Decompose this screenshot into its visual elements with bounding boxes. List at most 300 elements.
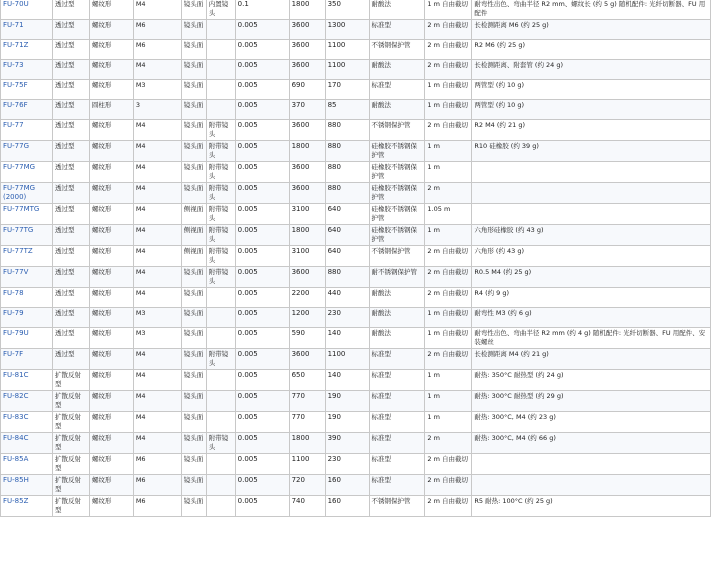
cable-type-cell: 标准型 — [369, 370, 425, 391]
table-row — [1, 80, 711, 100]
face-cell: 镜头面 — [181, 80, 206, 100]
min-object-cell: 0.005 — [235, 141, 289, 162]
distance-b-cell: 230 — [325, 308, 369, 328]
min-object-cell: 0.005 — [235, 412, 289, 433]
table-row — [1, 120, 711, 141]
distance-b-cell: 140 — [325, 370, 369, 391]
face-cell: 镜头面 — [181, 475, 206, 496]
type-cell: 透过型 — [52, 246, 89, 267]
face-cell: 镜头面 — [181, 0, 206, 20]
remarks-cell — [472, 183, 711, 204]
shape-cell: 螺纹形 — [89, 288, 133, 308]
cable-type-cell: 标准型 — [369, 80, 425, 100]
shape-cell: 螺纹形 — [89, 391, 133, 412]
model-link[interactable]: FU-77MG (2000) — [3, 184, 36, 201]
cable-length-cell: 2 m 自由截切 — [425, 349, 472, 370]
model-cell — [1, 100, 53, 120]
distance-a-cell: 3600 — [289, 120, 325, 141]
size-cell: 3 — [133, 100, 181, 120]
distance-b-cell: 880 — [325, 120, 369, 141]
distance-b-cell: 880 — [325, 141, 369, 162]
model-link[interactable]: FU-71Z — [3, 41, 29, 49]
lens-cell — [206, 308, 235, 328]
lens-cell — [206, 370, 235, 391]
size-cell: M3 — [133, 308, 181, 328]
lens-cell — [206, 80, 235, 100]
model-link[interactable]: FU-70U — [3, 0, 29, 8]
type-cell: 透过型 — [52, 183, 89, 204]
remarks-cell: R4 (约 9 g) — [472, 288, 711, 308]
remarks-cell: 两管型 (约 10 g) — [472, 100, 711, 120]
distance-b-cell: 390 — [325, 433, 369, 454]
lens-cell — [206, 475, 235, 496]
model-link[interactable]: FU-77G — [3, 142, 30, 150]
remarks-cell: 耐弯性出色、弯曲半径 R2 mm (约 4 g) 随机配件: 光纤切断器、FU 用配件、安装螺丝 — [472, 328, 711, 349]
model-link[interactable]: FU-85A — [3, 455, 29, 463]
remarks-cell: 六角形硅橡胶 (约 43 g) — [472, 225, 711, 246]
cable-length-cell: 2 m 自由截切 — [425, 246, 472, 267]
cable-type-cell: 耐酸法 — [369, 288, 425, 308]
size-cell: M6 — [133, 40, 181, 60]
model-link[interactable]: FU-77MG — [3, 163, 36, 171]
model-cell — [1, 225, 53, 246]
distance-b-cell: 640 — [325, 225, 369, 246]
model-cell — [1, 433, 53, 454]
lens-cell: 内置镜头 — [206, 0, 235, 20]
model-link[interactable]: FU-73 — [3, 61, 24, 69]
face-cell: 镜头面 — [181, 60, 206, 80]
lens-cell: 附带镜头 — [206, 183, 235, 204]
shape-cell: 螺纹形 — [89, 454, 133, 475]
shape-cell: 螺纹形 — [89, 370, 133, 391]
table-row — [1, 412, 711, 433]
type-cell: 透过型 — [52, 120, 89, 141]
cable-type-cell: 不锈钢保护管 — [369, 120, 425, 141]
cable-type-cell: 标准型 — [369, 475, 425, 496]
model-cell — [1, 308, 53, 328]
type-cell: 透过型 — [52, 225, 89, 246]
distance-b-cell: 1300 — [325, 20, 369, 40]
min-object-cell: 0.005 — [235, 162, 289, 183]
cable-length-cell: 2 m 自由截切 — [425, 496, 472, 517]
lens-cell: 附带镜头 — [206, 349, 235, 370]
min-object-cell: 0.005 — [235, 433, 289, 454]
size-cell: M4 — [133, 370, 181, 391]
model-cell — [1, 80, 53, 100]
type-cell: 透过型 — [52, 267, 89, 288]
model-link[interactable]: FU-82C — [3, 392, 29, 400]
model-cell — [1, 288, 53, 308]
type-cell: 扩散反射型 — [52, 433, 89, 454]
distance-b-cell: 880 — [325, 183, 369, 204]
table-row — [1, 349, 711, 370]
size-cell: M4 — [133, 391, 181, 412]
size-cell: M4 — [133, 246, 181, 267]
shape-cell: 螺纹形 — [89, 40, 133, 60]
min-object-cell: 0.005 — [235, 370, 289, 391]
size-cell: M6 — [133, 496, 181, 517]
remarks-cell — [472, 204, 711, 225]
type-cell: 扩散反射型 — [52, 496, 89, 517]
remarks-cell: 长检测距离 M6 (约 25 g) — [472, 20, 711, 40]
shape-cell: 螺纹形 — [89, 0, 133, 20]
model-cell — [1, 349, 53, 370]
type-cell: 透过型 — [52, 204, 89, 225]
distance-b-cell: 1100 — [325, 349, 369, 370]
face-cell: 镜头面 — [181, 433, 206, 454]
min-object-cell: 0.005 — [235, 328, 289, 349]
distance-b-cell: 440 — [325, 288, 369, 308]
remarks-cell: R5 耐热: 100°C (约 25 g) — [472, 496, 711, 517]
cable-type-cell: 标准型 — [369, 454, 425, 475]
cable-type-cell: 标准型 — [369, 349, 425, 370]
distance-a-cell: 3100 — [289, 246, 325, 267]
lens-cell: 附带镜头 — [206, 225, 235, 246]
shape-cell: 螺纹形 — [89, 204, 133, 225]
model-cell — [1, 0, 53, 20]
model-cell — [1, 454, 53, 475]
type-cell: 透过型 — [52, 141, 89, 162]
lens-cell: 附带镜头 — [206, 162, 235, 183]
size-cell: M4 — [133, 141, 181, 162]
face-cell: 镜头面 — [181, 349, 206, 370]
distance-a-cell: 1100 — [289, 454, 325, 475]
type-cell: 透过型 — [52, 100, 89, 120]
lens-cell — [206, 412, 235, 433]
min-object-cell: 0.1 — [235, 0, 289, 20]
cable-type-cell: 标准型 — [369, 20, 425, 40]
shape-cell: 螺纹形 — [89, 267, 133, 288]
lens-cell — [206, 20, 235, 40]
lens-cell: 附带镜头 — [206, 120, 235, 141]
cable-type-cell: 硅橡胶不锈钢保护管 — [369, 141, 425, 162]
shape-cell: 螺纹形 — [89, 120, 133, 141]
remarks-cell: 两管型 (约 10 g) — [472, 80, 711, 100]
cable-type-cell: 硅橡胶不锈钢保护管 — [369, 162, 425, 183]
cable-length-cell: 1 m 自由截切 — [425, 328, 472, 349]
remarks-cell: 六角形 (约 43 g) — [472, 246, 711, 267]
shape-cell: 螺纹形 — [89, 60, 133, 80]
model-cell — [1, 412, 53, 433]
size-cell: M3 — [133, 328, 181, 349]
lens-cell — [206, 60, 235, 80]
size-cell: M4 — [133, 412, 181, 433]
distance-a-cell: 770 — [289, 391, 325, 412]
size-cell: M4 — [133, 433, 181, 454]
min-object-cell: 0.005 — [235, 40, 289, 60]
min-object-cell: 0.005 — [235, 288, 289, 308]
cable-type-cell: 耐酸法 — [369, 60, 425, 80]
distance-a-cell: 1800 — [289, 141, 325, 162]
model-cell — [1, 40, 53, 60]
face-cell: 镜头面 — [181, 183, 206, 204]
type-cell: 透过型 — [52, 80, 89, 100]
table-row — [1, 288, 711, 308]
remarks-cell: 耐热: 300°C, M4 (约 66 g) — [472, 433, 711, 454]
model-link[interactable]: FU-77MTG — [3, 205, 40, 213]
face-cell: 侧视面 — [181, 204, 206, 225]
remarks-cell: R2 M4 (约 21 g) — [472, 120, 711, 141]
size-cell: M6 — [133, 20, 181, 40]
type-cell: 透过型 — [52, 60, 89, 80]
distance-a-cell: 690 — [289, 80, 325, 100]
cable-type-cell: 标准型 — [369, 433, 425, 454]
shape-cell: 螺纹形 — [89, 308, 133, 328]
remarks-cell: R0.5 M4 (约 25 g) — [472, 267, 711, 288]
lens-cell — [206, 328, 235, 349]
distance-b-cell: 160 — [325, 475, 369, 496]
min-object-cell: 0.005 — [235, 391, 289, 412]
model-link[interactable]: FU-71 — [3, 21, 24, 29]
table-row — [1, 141, 711, 162]
min-object-cell: 0.005 — [235, 60, 289, 80]
cable-length-cell: 2 m — [425, 183, 472, 204]
lens-cell — [206, 391, 235, 412]
min-object-cell: 0.005 — [235, 100, 289, 120]
distance-a-cell: 2200 — [289, 288, 325, 308]
cable-type-cell: 硅橡胶不锈钢保护管 — [369, 225, 425, 246]
distance-a-cell: 3600 — [289, 267, 325, 288]
remarks-cell: R2 M6 (约 25 g) — [472, 40, 711, 60]
face-cell: 镜头面 — [181, 20, 206, 40]
lens-cell — [206, 40, 235, 60]
cable-length-cell: 2 m 自由截切 — [425, 40, 472, 60]
model-link[interactable]: FU-78 — [3, 289, 24, 297]
table-row — [1, 204, 711, 225]
model-cell — [1, 370, 53, 391]
min-object-cell: 0.005 — [235, 308, 289, 328]
model-link[interactable]: FU-75F — [3, 81, 28, 89]
model-link[interactable]: FU-79 — [3, 309, 24, 317]
model-cell — [1, 391, 53, 412]
cable-length-cell: 1 m 自由截切 — [425, 0, 472, 20]
distance-a-cell: 650 — [289, 370, 325, 391]
distance-b-cell: 190 — [325, 391, 369, 412]
model-cell — [1, 267, 53, 288]
size-cell: M4 — [133, 349, 181, 370]
model-link[interactable]: FU-84C — [3, 434, 29, 442]
face-cell: 镜头面 — [181, 391, 206, 412]
type-cell: 透过型 — [52, 0, 89, 20]
cable-length-cell: 2 m 自由截切 — [425, 20, 472, 40]
cable-type-cell: 耐酸法 — [369, 0, 425, 20]
table-row — [1, 328, 711, 349]
min-object-cell: 0.005 — [235, 454, 289, 475]
face-cell: 镜头面 — [181, 100, 206, 120]
remarks-cell: 长检测距离 M4 (约 21 g) — [472, 349, 711, 370]
cable-length-cell: 1.05 m — [425, 204, 472, 225]
model-link[interactable]: FU-7F — [3, 350, 24, 358]
model-link[interactable]: FU-85Z — [3, 497, 29, 505]
table-row — [1, 162, 711, 183]
face-cell: 侧视面 — [181, 246, 206, 267]
model-cell — [1, 120, 53, 141]
cable-type-cell: 耐酸法 — [369, 308, 425, 328]
cable-length-cell: 2 m 自由截切 — [425, 267, 472, 288]
size-cell: M3 — [133, 80, 181, 100]
shape-cell: 圆柱形 — [89, 100, 133, 120]
cable-length-cell: 1 m — [425, 412, 472, 433]
size-cell: M4 — [133, 204, 181, 225]
table-row — [1, 225, 711, 246]
distance-a-cell: 740 — [289, 496, 325, 517]
model-cell — [1, 20, 53, 40]
model-link[interactable]: FU-83C — [3, 413, 29, 421]
min-object-cell: 0.005 — [235, 20, 289, 40]
remarks-cell: 耐弯性出色、弯曲半径 R2 mm、螺纹长 (约 5 g) 随机配件: 光纤切断器、FU 用配件 — [472, 0, 711, 20]
distance-a-cell: 1800 — [289, 225, 325, 246]
distance-b-cell: 140 — [325, 328, 369, 349]
distance-a-cell: 1800 — [289, 0, 325, 20]
model-cell — [1, 162, 53, 183]
cable-length-cell: 2 m 自由截切 — [425, 475, 472, 496]
model-cell — [1, 328, 53, 349]
distance-a-cell: 3600 — [289, 183, 325, 204]
distance-a-cell: 3100 — [289, 204, 325, 225]
face-cell: 镜头面 — [181, 162, 206, 183]
distance-a-cell: 3600 — [289, 60, 325, 80]
distance-b-cell: 85 — [325, 100, 369, 120]
face-cell: 侧视面 — [181, 225, 206, 246]
type-cell: 透过型 — [52, 162, 89, 183]
cable-length-cell: 2 m 自由截切 — [425, 288, 472, 308]
shape-cell: 螺纹形 — [89, 412, 133, 433]
size-cell: M4 — [133, 60, 181, 80]
face-cell: 镜头面 — [181, 141, 206, 162]
remarks-cell: R10 硅橡胶 (约 39 g) — [472, 141, 711, 162]
face-cell: 镜头面 — [181, 40, 206, 60]
table-row — [1, 370, 711, 391]
size-cell: M6 — [133, 475, 181, 496]
remarks-cell: 耐热: 300°C 耐热型 (约 29 g) — [472, 391, 711, 412]
distance-b-cell: 640 — [325, 246, 369, 267]
distance-b-cell: 190 — [325, 412, 369, 433]
min-object-cell: 0.005 — [235, 349, 289, 370]
table-row — [1, 100, 711, 120]
distance-b-cell: 640 — [325, 204, 369, 225]
type-cell: 透过型 — [52, 40, 89, 60]
type-cell: 扩散反射型 — [52, 370, 89, 391]
face-cell: 镜头面 — [181, 308, 206, 328]
shape-cell: 螺纹形 — [89, 475, 133, 496]
size-cell: M4 — [133, 288, 181, 308]
face-cell: 镜头面 — [181, 412, 206, 433]
lens-cell: 附带镜头 — [206, 141, 235, 162]
min-object-cell: 0.005 — [235, 496, 289, 517]
model-cell — [1, 246, 53, 267]
cable-length-cell: 1 m — [425, 162, 472, 183]
distance-b-cell: 1100 — [325, 40, 369, 60]
remarks-cell: 耐热: 350°C 耐热型 (约 24 g) — [472, 370, 711, 391]
cable-type-cell: 标准型 — [369, 391, 425, 412]
face-cell: 镜头面 — [181, 288, 206, 308]
distance-b-cell: 880 — [325, 267, 369, 288]
distance-a-cell: 1800 — [289, 433, 325, 454]
model-link[interactable]: FU-77V — [3, 268, 29, 276]
distance-b-cell: 160 — [325, 496, 369, 517]
model-cell — [1, 475, 53, 496]
table-row — [1, 246, 711, 267]
model-link[interactable]: FU-85H — [3, 476, 29, 484]
model-cell — [1, 204, 53, 225]
distance-a-cell: 590 — [289, 328, 325, 349]
size-cell: M4 — [133, 0, 181, 20]
cable-type-cell: 耐酸法 — [369, 328, 425, 349]
lens-cell — [206, 100, 235, 120]
cable-type-cell: 硅橡胶不锈钢保护管 — [369, 183, 425, 204]
model-link[interactable]: FU-81C — [3, 371, 29, 379]
min-object-cell: 0.005 — [235, 183, 289, 204]
size-cell: M4 — [133, 162, 181, 183]
model-cell — [1, 183, 53, 204]
lens-cell — [206, 496, 235, 517]
shape-cell: 螺纹形 — [89, 225, 133, 246]
model-link[interactable]: FU-77TZ — [3, 247, 33, 255]
type-cell: 扩散反射型 — [52, 412, 89, 433]
type-cell: 透过型 — [52, 308, 89, 328]
distance-b-cell: 170 — [325, 80, 369, 100]
table-row — [1, 183, 711, 204]
face-cell: 镜头面 — [181, 267, 206, 288]
table-row — [1, 391, 711, 412]
type-cell: 扩散反射型 — [52, 454, 89, 475]
cable-length-cell: 1 m — [425, 391, 472, 412]
lens-cell: 附带镜头 — [206, 246, 235, 267]
lens-cell: 附带镜头 — [206, 204, 235, 225]
cable-length-cell: 2 m 自由截切 — [425, 454, 472, 475]
distance-a-cell: 3600 — [289, 162, 325, 183]
cable-length-cell: 1 m — [425, 370, 472, 391]
shape-cell: 螺纹形 — [89, 328, 133, 349]
size-cell: M6 — [133, 454, 181, 475]
cable-length-cell: 2 m 自由截切 — [425, 60, 472, 80]
distance-a-cell: 770 — [289, 412, 325, 433]
shape-cell: 螺纹形 — [89, 496, 133, 517]
lens-cell — [206, 454, 235, 475]
remarks-cell: 耐热: 300°C, M4 (约 23 g) — [472, 412, 711, 433]
cable-length-cell: 1 m — [425, 225, 472, 246]
remarks-cell — [472, 454, 711, 475]
cable-length-cell: 2 m — [425, 433, 472, 454]
table-row — [1, 475, 711, 496]
model-cell — [1, 496, 53, 517]
model-link[interactable]: FU-79U — [3, 329, 29, 337]
lens-cell: 附带镜头 — [206, 267, 235, 288]
face-cell: 镜头面 — [181, 370, 206, 391]
cable-length-cell: 1 m 自由截切 — [425, 308, 472, 328]
lens-cell — [206, 288, 235, 308]
face-cell: 镜头面 — [181, 454, 206, 475]
size-cell: M4 — [133, 225, 181, 246]
remarks-cell — [472, 162, 711, 183]
model-link[interactable]: FU-77TG — [3, 226, 34, 234]
min-object-cell: 0.005 — [235, 246, 289, 267]
table-row — [1, 496, 711, 517]
model-cell — [1, 60, 53, 80]
remarks-cell: 耐弯性 M3 (约 6 g) — [472, 308, 711, 328]
cable-type-cell: 不锈钢保护管 — [369, 40, 425, 60]
cable-type-cell: 标准型 — [369, 412, 425, 433]
table-row — [1, 20, 711, 40]
model-link[interactable]: FU-76F — [3, 101, 28, 109]
cable-length-cell: 1 m 自由截切 — [425, 100, 472, 120]
cable-type-cell: 硅橡胶不锈钢保护管 — [369, 204, 425, 225]
lens-cell: 附带镜头 — [206, 433, 235, 454]
table-row — [1, 0, 711, 20]
model-link[interactable]: FU-77 — [3, 121, 24, 129]
cable-type-cell: 不锈钢保护管 — [369, 496, 425, 517]
min-object-cell: 0.005 — [235, 204, 289, 225]
